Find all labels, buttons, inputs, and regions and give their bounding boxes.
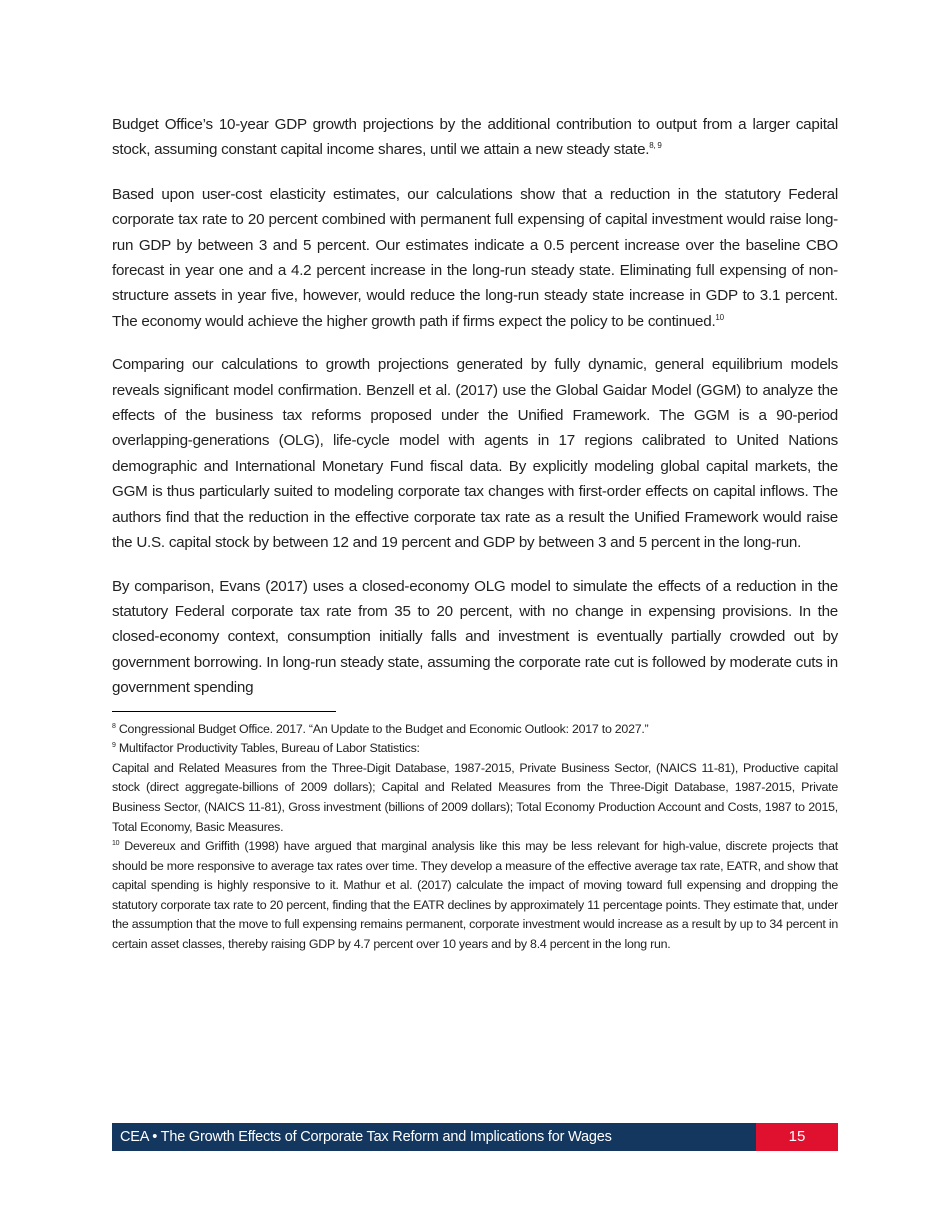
- page-footer: [112, 1123, 838, 1151]
- footer-title: CEA • The Growth Effects of Corporate Tax Reform and Implications for Wages: [112, 1123, 756, 1151]
- footnote-9-continuation: Capital and Related Measures from the Three-Digit Database, 1987-2015, Private Business Sector, (NAICS 11-81), Productive capital stock (direct aggregate-billions of 2009 dollars); Capital and Related Measures from the Three-Digit Database, 1987-2015, Private Business Sector, (NAICS 11-81), Gross investment (billions of 2009 dollars); Total Economy Production Account and Costs, 1987 to 2015, Total Economy, Basic Measures.: [112, 760, 838, 834]
- body-paragraph: [112, 182, 838, 334]
- paragraph-text: Budget Office’s 10-year GDP growth projections by the additional contribution to output from a larger capital stock, assuming constant capital income shares, until we attain a new steady state.: [112, 116, 838, 159]
- footnote-text: Congressional Budget Office. 2017. “An Update to the Budget and Economic Outlook: 2017 to 2027.”: [115, 721, 649, 736]
- footnote-number: 10: [112, 839, 120, 847]
- footnote-number: 9: [112, 742, 116, 749]
- paragraph-text: Based upon user-cost elasticity estimates, our calculations show that a reduction in the statutory Federal corporate tax rate to 20 percent combined with permanent full expensing of capital investment would raise long-run GDP by between 3 and 5 percent. Our estimates indicate a 0.5 percent increase over the baseline CBO forecast in year one and a 4.2 percent increase in the long-run steady state. Eliminating full expensing of non-structure assets in year five, however, would reduce the long-run steady state increase in GDP to 3.1 percent. The economy would achieve the higher growth path if firms expect the policy to be continued.: [112, 185, 838, 330]
- footnote-10: [112, 837, 838, 955]
- footnote-9: [112, 739, 838, 759]
- document-page: [112, 112, 838, 955]
- footnote-divider: [112, 711, 336, 712]
- footnote-8: [112, 720, 838, 740]
- footnotes: [112, 720, 838, 955]
- body-paragraph: [112, 112, 838, 163]
- footnote-number: 8: [112, 722, 116, 730]
- body-paragraph: By comparison, Evans (2017) uses a closed-economy OLG model to simulate the effects of a reduction in the statutory Federal corporate tax rate from 35 to 20 percent, with no change in expensing provisions. In the closed-economy context, consumption initially falls and investment is eventually partially crowded out by government borrowing. In long-run steady state, assuming the corporate rate cut is followed by moderate cuts in government spending: [112, 577, 838, 697]
- footnote-text: Multifactor Productivity Tables, Bureau of Labor Statistics:: [115, 741, 420, 756]
- footnote-text: Devereux and Griffith (1998) have argued that marginal analysis like this may be less relevant for high-value, discrete projects that should be more responsive to average tax rates over time. They develop a measure of the effective average tax rate, EATR, and show that capital spending is highly responsive to it. Mathur et al. (2017) calculate the impact of moving toward full expensing and dropping the statutory corporate tax rate to 20 percent, finding that the EATR declines by approximately 11 percentage points. They estimate that, under the assumption that the move to full expensing remains permanent, corporate investment would increase as a result by up to 34 percent in certain asset classes, thereby raising GDP by 4.7 percent over 10 years and by 8.4 percent in the long run.: [112, 839, 838, 952]
- page-number: 15: [756, 1123, 838, 1151]
- footnote-ref[interactable]: 8, 9: [649, 141, 662, 151]
- footnote-ref[interactable]: 10: [715, 312, 724, 322]
- body-paragraph: Comparing our calculations to growth projections generated by fully dynamic, general equilibrium models reveals significant model confirmation. Benzell et al. (2017) use the Global Gaidar Model (GGM) to analyze the effects of the business tax reforms proposed under the Unified Framework. The GGM is a 90-period overlapping-generations (OLG), life-cycle model with agents in 17 regions calibrated to United Nations demographic and International Monetary Fund fiscal data. By explicitly modeling global capital markets, the GGM is thus particularly suited to modeling corporate tax changes with first-order effects on capital inflows. The authors find that the reduction in the effective corporate tax rate as a result the Unified Framework would raise the U.S. capital stock by between 12 and 19 percent and GDP by between 3 and 5 percent in the long-run.: [112, 356, 838, 552]
